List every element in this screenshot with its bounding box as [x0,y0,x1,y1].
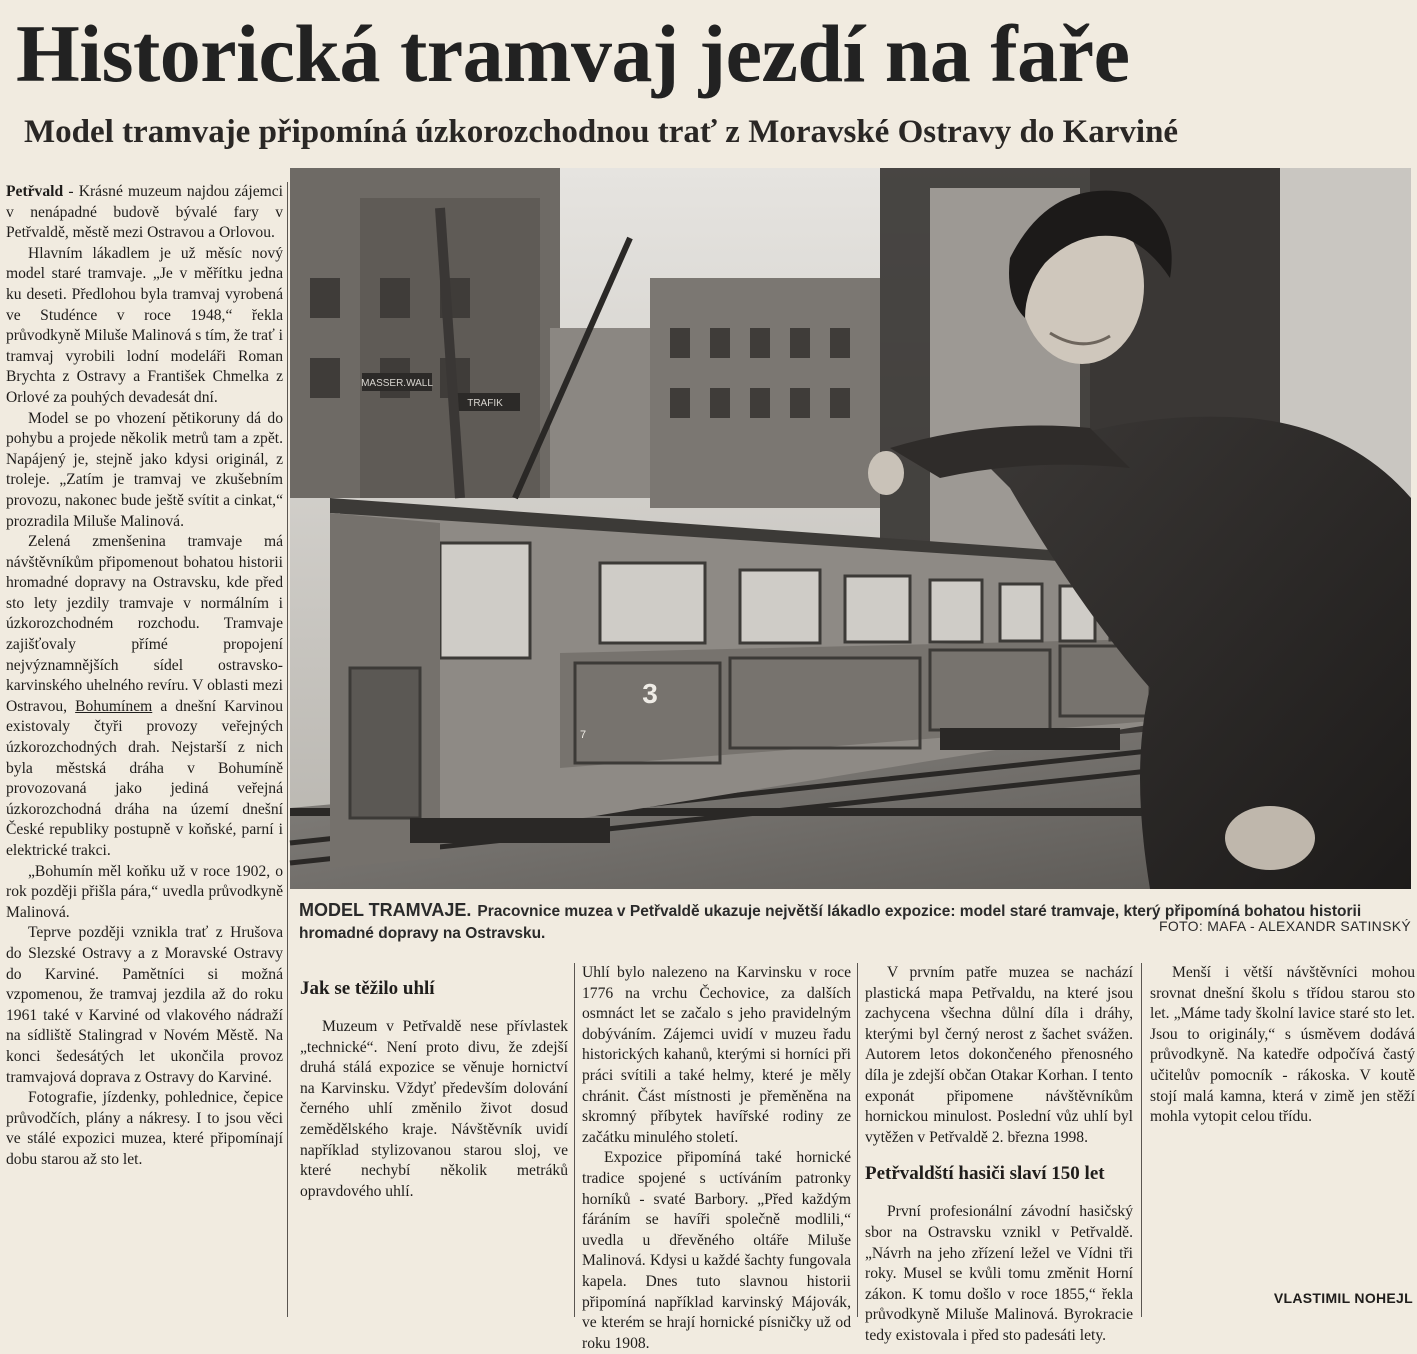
underlined-word: Bohumínem [75,697,153,715]
caption-lead: MODEL TRAMVAJE. [299,900,472,920]
article-column-4 [865,963,1133,1344]
paragraph: „Bohumín měl koňku už v roce 1902, o rok později přišla pára,“ uvedla průvodkyně Malinová. [6,862,283,921]
caption-text: Pracovnice muzea v Petřvaldě ukazuje největší lákadlo expozice: model staré tramvaje, který připomíná bohatou historii hromadné dopravy na Ostravsku. [299,903,1362,942]
dateline: Petřvald [6,183,64,200]
paragraph: Zelená zmenšenina tramvaje má návštěvníkům připomenout bohatou historii hromadné dopravy na Ostravsku, kde před sto lety jezdily tramvaje v normálním i úzkorozchodném rozchodu. Tramvaje zajišťovaly přímé propojení nejvýznamnějších sídel ostravsko-karvinského uhelného revíru. V oblasti mezi Ostravou, Bohumínem a dnešní Karvinou existovaly čtyři provozy veřejných úzkorozchodných drah. Nejstarší z nich byla městská dráha v Bohumíně provozovaná jako jediná veřejná úzkorozchodná dráha na území dnešní České republiky postupně v koňské, parní i elektrické trakci. [6,533,283,859]
paragraph: Uhlí bylo nalezeno na Karvinsku v roce 1776 na vrchu Čechovice, za dalších osmnáct let se začalo s jeho pravidelným dobýváním. Zájemci uvidí v muzeu řadu historických kahanů, kterými si horníci při práci svítili a také helmy, které je měly chránit. Část místnosti je přeměněna na skromný příbytek havířské rodiny ze začátku minulého století. [582,964,851,1146]
tram-number-main: 3 [642,678,658,709]
article-photo [290,168,1411,889]
tram-number-small: 7 [580,729,587,741]
paragraph: Model se po vhození pětikoruny dá do pohybu a projede několik metrů tam a zpět. Napájený je, stejně jako kdysi originál, z troleje. „Zatím je tramvaj ve zkušebním provozu, nakonec bude ještě svítit a cinkat,“ prozradila Miluše Malinová. [6,409,283,530]
article-column-5 [1150,963,1415,1317]
article-column-1 [6,182,283,1317]
paragraph: Muzeum v Petřvaldě nese přívlastek „technické“. Není proto divu, že zdejší druhá stálá expozice se věnuje hornictví na Karvinsku. Vždyť především dolování černého uhlí změnilo život dosud zemědělského kraje. Návštěvník uvidí například stylizovanou starou sloj, ve které nechybí několik metráků opravdového uhlí. [300,1018,568,1200]
paragraph: V prvním patře muzea se nachází plastická mapa Petřvaldu, na které jsou zachycena všechna důlní díla i dráhy, kterými byl černý nerost z šachet svážen. Autorem letos dokončeného přenosného díla je zdejší občan Otakar Korhan. I tento exponát připomene návštěvníkům hornickou minulost. Poslední vůz uhlí byl vytěžen v Petřvaldě 2. března 1998. [865,964,1133,1146]
column-rule-1 [287,182,288,1317]
photo-credit: FOTO: MAFA - ALEXANDR SATINSKÝ [1159,918,1411,934]
paragraph: Hlavním lákadlem je už měsíc nový model staré tramvaje. „Je v měřítku jedna ku deseti. Předlohou byla tramvaj vyrobená ve Studénce v roce 1948,“ řekla průvodkyně Miluše Malinová s tím, že trať i tramvaj vyrobili lodní modeláři Roman Brychta z Ostravy a František Chmelka z Orlové za pouhých devadesát dní. [6,244,283,406]
column-rule-2 [574,963,575,1317]
column-rule-4 [1141,963,1142,1317]
article-column-2 [300,963,568,1317]
paragraph: První profesionální závodní hasičský sbor na Ostravsku vznikl v Petřvaldě. „Návrh na jeho zřízení ležel ve Vídni tři roky. Musel se kvůli tomu změnit Horní zákon. K tomu došlo v roce 1855,“ řekla průvodkyně Miluše Malinová. Byrokracie tedy existovala i před sto padesáti lety. [865,1203,1133,1344]
shop-sign-2: TRAFIK [467,398,503,409]
section-heading-hasici: Petřvaldští hasiči slaví 150 let [865,1163,1105,1185]
byline: VLASTIMIL NOHEJL [1273,1290,1413,1306]
shop-sign-1: MASSER.WALL [361,378,433,389]
subheadline: Model tramvaje připomíná úzkorozchodnou trať z Moravské Ostravy do Karviné [24,114,1179,150]
column-rule-3 [857,963,858,1317]
paragraph: Fotografie, jízdenky, pohlednice, čepice průvodčích, plány a nákresy. I to jsou věci ve stálé expozici muzea, které připomínají dobu starou až sto let. [6,1089,283,1168]
section-heading-uhli: Jak se těžilo uhlí [300,978,435,999]
paragraph: Expozice připomíná také hornické tradice spojené s uctíváním patronky horníků - svaté Barbory. „Před každým fáráním se havíři společně modlili,“ uvedla u dřevěného oltáře Miluše Malinová. Kdysi u každé šachty fungovala kapela. Dnes tuto slavnou historii připomíná například karvinský Májovák, ve kterém se hrají hornické písničky už od roku 1908. [582,1149,851,1352]
article-column-3 [582,963,851,1352]
headline: Historická tramvaj jezdí na faře [16,8,1130,99]
paragraph: Teprve později vznikla trať z Hrušova do Slezské Ostravy a z Moravské Ostravy do Karviné. Pamětníci si možná vzpomenou, že tramvaj jezdila až do roku 1961 také v Karviné od vlakového nádraží na sídliště Stalingrad v Novém Městě. Na konci šedesátých let ukončila provoz tramvajová doprava z Ostravy do Karviné. [6,924,283,1086]
paragraph-intro: Petřvald - Krásné muzeum najdou zájemci v nenápadné budově bývalé fary v Petřvaldě, městě mezi Ostravou a Orlovou. [6,183,283,242]
paragraph: Menší i větší návštěvníci mohou srovnat dnešní školu s třídou starou sto let. „Máme tady školní lavice staré sto let. Jsou to originály,“ s úsměvem dodává průvodkyně. Na katedře odpočívá častý učitelův pomocník - rákoska. V koutě stojí malá kamna, která v zimě jen stěží mohla vytopit celou třídu. [1150,964,1415,1126]
tram-model-photo [290,168,1411,889]
